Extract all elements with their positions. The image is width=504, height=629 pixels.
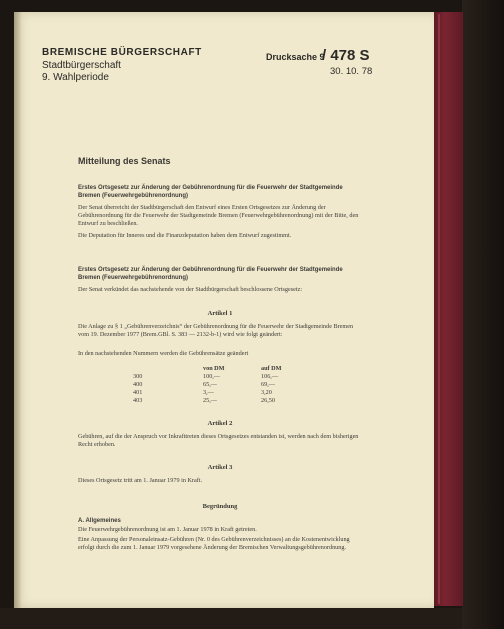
rationale-title: Begründung bbox=[202, 503, 238, 510]
article-2-text: Gebühren, auf die der Anspruch vor Inkrafttreten dieses Ortsgesetzes entstanden ist, werden nach dem bisherigen Recht erhoben. bbox=[78, 433, 359, 449]
article-1-lead: In den nachstehenden Nummern werden die Gebührensätze geändert bbox=[78, 350, 249, 357]
intro-consultation: Die Deputation für Inneres und die Finanzdeputation haben dem Entwurf zugestimmt. bbox=[78, 232, 292, 239]
law-preamble: Der Senat verkündet das nachstehende von der Stadtbürgerschaft beschlossene Ortsgesetz: bbox=[78, 286, 303, 293]
header-organization: BREMISCHE BÜRGERSCHAFT bbox=[42, 47, 202, 58]
fee-number: 403 bbox=[133, 397, 143, 405]
header-date: 30. 10. 78 bbox=[330, 66, 373, 77]
table-row bbox=[133, 389, 311, 397]
header-chamber: Stadtbürgerschaft bbox=[42, 60, 121, 71]
fee-table-header bbox=[133, 365, 311, 373]
fee-number: 400 bbox=[133, 381, 143, 389]
fee-from: 3,— bbox=[203, 389, 214, 397]
fee-table-col-to: auf DM bbox=[261, 365, 282, 372]
fee-table bbox=[133, 365, 311, 405]
fee-table-col-from: von DM bbox=[203, 365, 225, 372]
header-document-number: / 478 S bbox=[322, 47, 370, 64]
fee-number: 300 bbox=[133, 373, 143, 381]
law-heading: Erstes Ortsgesetz zur Änderung der Gebührenordnung für die Feuerwehr der Stadtgemeinde Bremen (Feuerwehrgebührenordnung) bbox=[78, 267, 343, 282]
binder-edge bbox=[432, 12, 463, 606]
rationale-section-a: A. Allgemeines bbox=[78, 518, 121, 524]
binder-edge-line bbox=[438, 14, 440, 604]
header-document-label: Drucksache 9 bbox=[266, 52, 325, 62]
fee-number: 401 bbox=[133, 389, 143, 397]
fee-from: 65,— bbox=[203, 381, 217, 389]
main-title: Mitteilung des Senats bbox=[78, 156, 171, 166]
article-3-text: Dieses Ortsgesetz tritt am 1. Januar 1979 in Kraft. bbox=[78, 477, 203, 484]
table-row bbox=[133, 381, 311, 389]
fee-from: 100,— bbox=[203, 373, 221, 381]
fee-from: 25,— bbox=[203, 397, 217, 405]
binder-background bbox=[462, 0, 504, 629]
header-period: 9. Wahlperiode bbox=[42, 72, 109, 83]
article-1-title: Artikel 1 bbox=[207, 310, 233, 317]
fee-to: 3,20 bbox=[261, 389, 272, 397]
article-1-text: Die Anlage zu § 1 „Gebührenverzeichnis“ der Gebührenordnung für die Feuerwehr der Stadtgemeinde Bremen vom 19. Dezember 1977 (Brem.GBl. S. 383 — 2132-b-1) wird wie folgt geändert: bbox=[78, 323, 354, 339]
fee-to: 26,50 bbox=[261, 397, 275, 405]
rationale-para-1: Die Feuerwehrgebührenordnung ist am 1. Januar 1978 in Kraft getreten. bbox=[78, 526, 257, 533]
page-gutter-shadow bbox=[14, 12, 22, 608]
fee-to: 69,— bbox=[261, 381, 275, 389]
article-3-title: Artikel 3 bbox=[207, 464, 233, 471]
article-2-title: Artikel 2 bbox=[207, 420, 233, 427]
intro-request: Der Senat überreicht der Stadtbürgerschaft den Entwurf eines Ersten Ortsgesetzes zur Änderung der Gebührenordnung für die Feuerwehr der Stadtgemeinde Bremen (Feuerwehrgebührenordnung) mit der Bitte, den Entwurf zu beschließen. bbox=[78, 204, 359, 228]
intro-heading: Erstes Ortsgesetz zur Änderung der Gebührenordnung für die Feuerwehr der Stadtgemeinde Bremen (Feuerwehrgebührenordnung) bbox=[78, 185, 343, 200]
rationale-para-2: Eine Anpassung der Personaleinsatz-Gebühren (Nr. 0 des Gebührenverzeichnisses) an die Kostenentwicklung erfolgt durch die zum 1. Januar 1979 vorgesehene Änderung der Bremischen Verwaltungsgebührenordnung. bbox=[78, 536, 350, 552]
table-row bbox=[133, 373, 311, 381]
bottom-background bbox=[0, 608, 504, 629]
table-row bbox=[133, 397, 311, 405]
fee-to: 106,— bbox=[261, 373, 279, 381]
